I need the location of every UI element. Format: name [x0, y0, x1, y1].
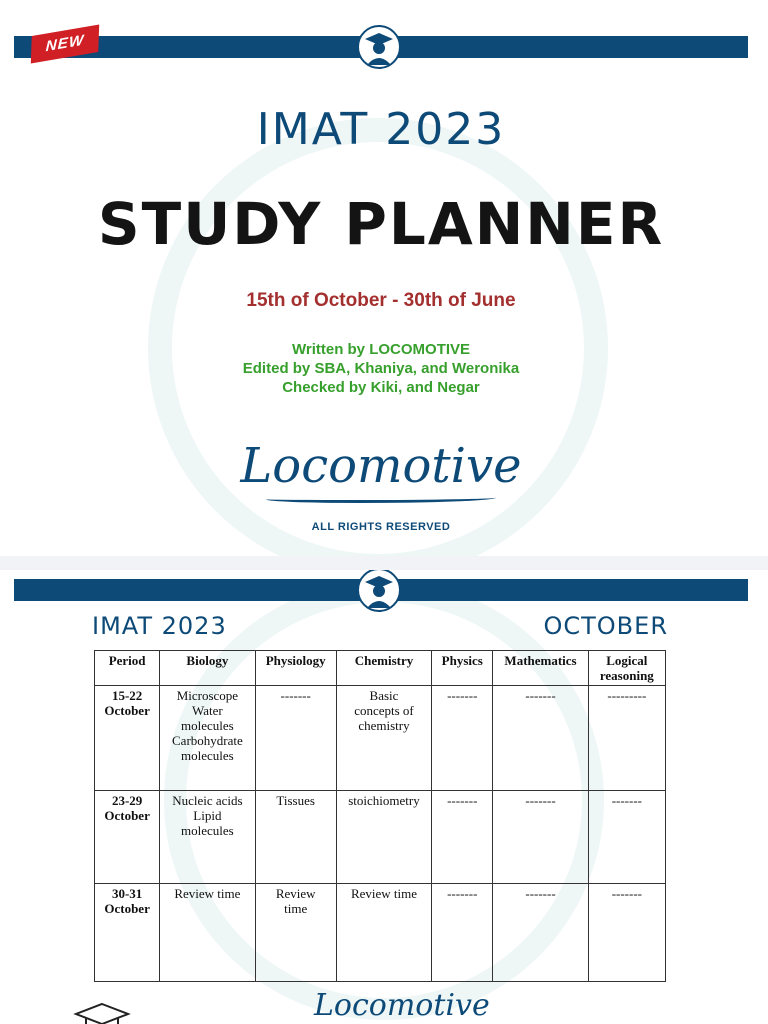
cell-mathematics	[493, 791, 588, 884]
table-row	[95, 686, 666, 791]
cell-line: time	[284, 901, 308, 916]
credit-checked: Checked by Kiki, and Negar	[282, 379, 480, 396]
graduate-avatar-icon	[357, 25, 401, 69]
footer-logo: Locomotive	[314, 988, 490, 1023]
cell-line: -------	[447, 793, 478, 808]
cell-physics	[432, 791, 493, 884]
cell-mathematics	[493, 686, 588, 791]
cell-line: -------	[280, 688, 311, 703]
header-mathematics: Mathematics	[493, 651, 588, 686]
page-title: IMAT 2023	[92, 612, 227, 640]
cell-chemistry	[336, 884, 431, 982]
cell-line: Review time	[174, 886, 241, 901]
cell-physiology	[255, 884, 336, 982]
october-page	[14, 570, 748, 1024]
cell-mathematics	[493, 884, 588, 982]
cell-line: October	[104, 901, 150, 916]
header-period: Period	[95, 651, 160, 686]
cell-line: chemistry	[358, 718, 410, 733]
cell-biology	[160, 686, 255, 791]
cell-line: molecules	[181, 718, 234, 733]
cell-biology	[160, 791, 255, 884]
table-row	[95, 791, 666, 884]
cell-logical	[588, 686, 665, 791]
cell-line: Tissues	[276, 793, 315, 808]
cover-subtitle: STUDY PLANNER	[97, 190, 665, 258]
cell-period	[95, 791, 160, 884]
table-row	[95, 884, 666, 982]
cell-line: 15-22	[111, 688, 143, 703]
cover-title: IMAT 2023	[256, 104, 506, 155]
cell-line: -------	[447, 688, 478, 703]
cell-line: -------	[611, 793, 642, 808]
cell-physiology	[255, 791, 336, 884]
cell-chemistry	[336, 791, 431, 884]
study-plan-table	[94, 650, 666, 982]
cell-line: Water	[192, 703, 223, 718]
cell-biology	[160, 884, 255, 982]
cell-period	[95, 686, 160, 791]
new-badge: NEW	[31, 24, 99, 63]
cell-line: -------	[525, 688, 556, 703]
credit-written: Written by LOCOMOTIVE	[291, 341, 471, 358]
cell-line: -------	[525, 886, 556, 901]
cell-line: Basic	[369, 688, 399, 703]
cell-line: Review	[275, 886, 316, 901]
credit-edited: Edited by SBA, Khaniya, and Weronika	[242, 360, 520, 377]
header-chemistry: Chemistry	[336, 651, 431, 686]
cell-physics	[432, 884, 493, 982]
cell-line: October	[104, 808, 150, 823]
locomotive-logo: Locomotive	[240, 438, 522, 494]
header-logical-reasoning: Logical reasoning	[588, 651, 665, 686]
cell-chemistry	[336, 686, 431, 791]
table-header-row	[95, 651, 666, 686]
cell-line: Carbohydrate	[172, 733, 243, 748]
cell-line: Review time	[350, 886, 418, 901]
cover-page	[14, 0, 748, 556]
header-biology: Biology	[160, 651, 255, 686]
cell-line: concepts of	[354, 703, 414, 718]
month-title: OCTOBER	[543, 612, 668, 640]
cell-line: 30-31	[111, 886, 143, 901]
cell-line: -------	[525, 793, 556, 808]
cell-period	[95, 884, 160, 982]
cover-dates: 15th of October - 30th of June	[246, 290, 516, 311]
cell-physiology	[255, 686, 336, 791]
rights-notice: ALL RIGHTS RESERVED	[311, 521, 451, 533]
cell-logical	[588, 791, 665, 884]
cell-line: October	[104, 703, 150, 718]
cell-line: Nucleic acids	[172, 793, 243, 808]
cell-line: -------	[611, 886, 642, 901]
cell-physics	[432, 686, 493, 791]
header-physiology: Physiology	[255, 651, 336, 686]
page-gap	[0, 556, 768, 570]
cell-line: stoichiometry	[348, 793, 420, 808]
cell-line: 23-29	[111, 793, 143, 808]
cell-line: ---------	[607, 688, 647, 703]
cell-line: Lipid	[193, 808, 222, 823]
cell-line: Microscope	[176, 688, 239, 703]
cell-logical	[588, 884, 665, 982]
cell-line: -------	[447, 886, 478, 901]
cell-line: molecules	[181, 823, 234, 838]
graduate-avatar-icon	[357, 570, 401, 612]
cell-line: molecules	[181, 748, 234, 763]
header-physics: Physics	[432, 651, 493, 686]
graduation-cap-icon	[72, 996, 132, 1024]
